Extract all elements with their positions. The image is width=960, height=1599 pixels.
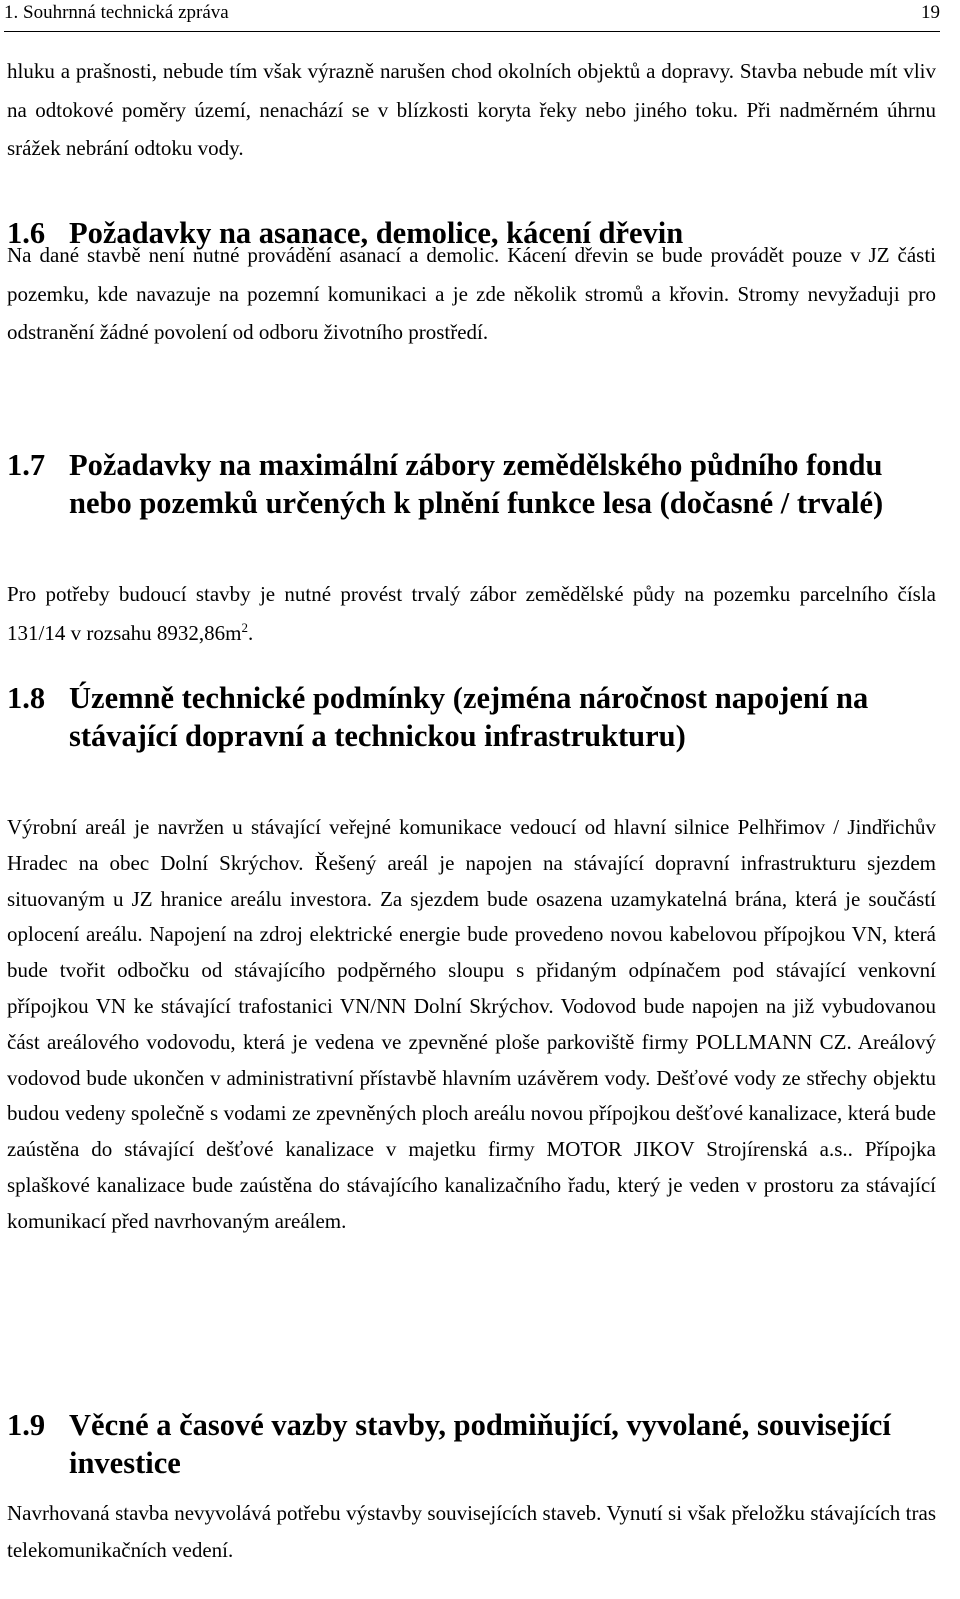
- section-heading-1-7: [7, 447, 936, 522]
- section-body-text: Pro potřeby budoucí stavby je nutné provést trvalý zábor zemědělské půdy na pozemku parcelního čísla 131/14 v rozsahu 8932,86m: [7, 582, 936, 645]
- intro-paragraph: hluku a prašnosti, nebude tím však výrazně narušen chod okolních objektů a dopravy. Stavba nebude mít vliv na odtokové poměry území, nenachází se v blízkosti koryta řeky nebo jiného toku. Při nadměrném úhrnu srážek nebrání odtoku vody.: [7, 59, 936, 160]
- section-body-1-6: Na dané stavbě není nutné provádění asanací a demolic. Kácení dřevin se bude provádět pouze v JZ části pozemku, kde navazuje na pozemní komunikaci a je zde několik stromů a křovin. Stromy nevyžaduji pro odstranění žádné povolení od odboru životního prostředí.: [7, 243, 936, 344]
- section-title: Požadavky na maximální zábory zemědělského půdního fondu nebo pozemků určených k plnění funkce lesa (dočasné / trvalé): [69, 448, 884, 520]
- area-unit-superscript: 2: [241, 619, 248, 635]
- header-section-title: 1. Souhrnná technická zpráva: [4, 2, 229, 23]
- running-header: [4, 0, 940, 32]
- section-body-1-8: Výrobní areál je navržen u stávající veřejné komunikace vedoucí od hlavní silnice Pelhřimov / Jindřichův Hradec na obec Dolní Skrýchov. Řešený areál je napojen na stávající dopravní infrastrukturu sjezdem situovaným u JZ hranice areálu investora. Za sjezdem bude osazena uzamykatelná brána, která je součástí oplocení areálu. Napojení na zdroj elektrické energie bude provedeno novou kabelovou přípojkou VN, která bude tvořit odbočku od stávajícího podpěrného sloupu s přidaným odpínačem pod stávající venkovní přípojkou VN ke stávající trafostanici VN/NN Dolní Skrýchov. Vodovod bude napojen na již vybudovanou část areálového vodovodu, která je vedena ve zpevněné ploše parkoviště firmy POLLMANN CZ. Areálový vodovod bude ukončen v administrativní přístavbě hlavním uzávěrem vody. Dešťové vody ze střechy objektu budou vedeny společně s vodami ze zpevněných ploch areálu novou přípojkou dešťové kanalizace, která bude zaústěna do stávající dešťové kanalizace v majetku firmy MOTOR JIKOV Strojírenská a.s.. Přípojka splaškové kanalizace bude zaústěna do stávajícího kanalizačního řadu, který je veden v prostoru za stávající komunikací před navrhovaným areálem.: [7, 815, 936, 1233]
- section-body-1-7: [7, 575, 936, 652]
- page-number: 19: [921, 2, 940, 23]
- section-number: 1.7: [7, 448, 46, 482]
- section-title: Požadavky na asanace, demolice, kácení dřevin: [69, 216, 684, 250]
- section-number: 1.8: [7, 681, 46, 715]
- section-title: Věcné a časové vazby stavby, podmiňující, vyvolané, související investice: [69, 1408, 891, 1480]
- section-number: 1.6: [7, 216, 46, 250]
- section-number: 1.9: [7, 1408, 46, 1442]
- section-title: Územně technické podmínky (zejména náročnost napojení na stávající dopravní a technickou infrastrukturu): [69, 681, 869, 753]
- section-heading-1-8: [7, 680, 936, 755]
- section-heading-1-9: [7, 1407, 936, 1482]
- section-body-end: .: [247, 620, 254, 645]
- section-body-1-9: Navrhovaná stavba nevyvolává potřebu výstavby souvisejících staveb. Vynutí si však přeložku stávajících tras telekomunikačních vedení.: [7, 1501, 936, 1562]
